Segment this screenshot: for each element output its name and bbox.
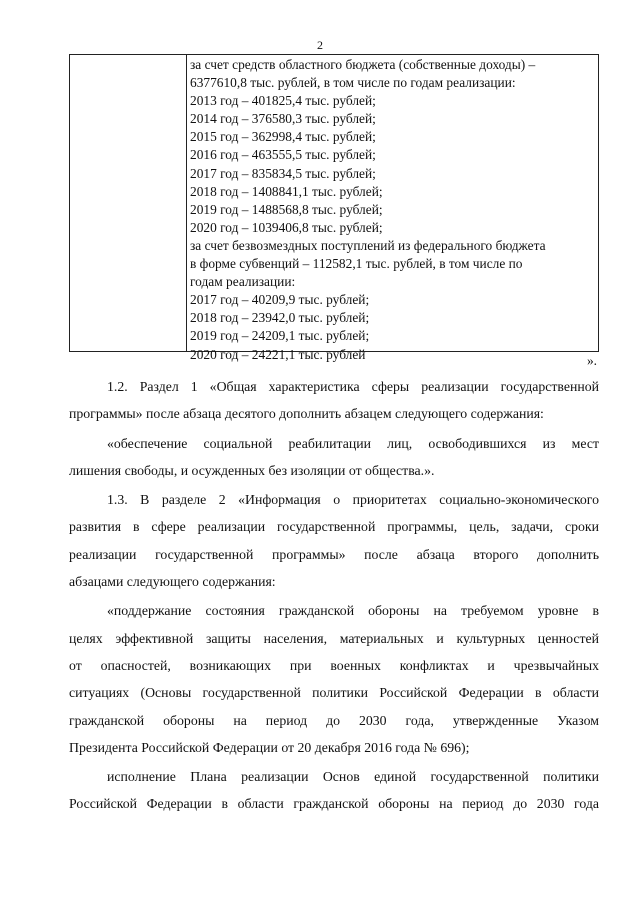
paragraph-plan-implementation	[69, 763, 599, 818]
funding-line: за счет безвозмездных поступлений из федерального бюджета	[190, 237, 546, 253]
funding-line: 2019 год – 1488568,8 тыс. рублей;	[190, 201, 383, 217]
text-line: абзацами следующего содержания:	[69, 574, 276, 590]
funding-table	[69, 54, 599, 362]
text-line: развития в сфере реализации государственной программы, цель, задачи, сроки	[69, 519, 599, 535]
funding-line: 2016 год – 463555,5 тыс. рублей;	[190, 147, 376, 163]
closing-quote: ».	[586, 353, 597, 368]
text-line: «поддержание состояния гражданской обороны на требуемом уровне в	[107, 603, 599, 619]
funding-line: 2017 год – 40209,9 тыс. рублей;	[190, 292, 370, 308]
funding-cell-text	[190, 56, 596, 364]
text-line: реализации государственной программы» после абзаца второго дополнить	[69, 546, 599, 562]
text-line: исполнение Плана реализации Основ единой государственной политики	[107, 769, 599, 785]
paragraph-quote-civil-defense	[69, 597, 599, 761]
paragraph-1-2	[69, 373, 599, 428]
text-line: «обеспечение социальной реабилитации лиц, освободившихся из мест	[107, 435, 599, 451]
text-line: ситуациях (Основы государственной политики Российской Федерации в области	[69, 685, 599, 701]
funding-line: за счет средств областного бюджета (собственные доходы) –	[190, 57, 536, 72]
paragraph-quote-rehabilitation	[69, 430, 599, 485]
document-body	[69, 373, 599, 820]
funding-line: 2017 год – 835834,5 тыс. рублей;	[190, 165, 376, 181]
text-line: лишения свободы, и осужденных без изоляции от общества.».	[69, 462, 435, 478]
text-line: Российской Федерации в области гражданской обороны на период до 2030 года	[69, 796, 599, 812]
text-line: 1.2. Раздел 1 «Общая характеристика сферы реализации государственной	[107, 379, 599, 394]
funding-line: 2015 год – 362998,4 тыс. рублей;	[190, 129, 376, 145]
funding-line: в форме субвенций – 112582,1 тыс. рублей, в том числе по	[190, 256, 523, 272]
funding-line: 6377610,8 тыс. рублей, в том числе по годам реализации:	[190, 75, 516, 91]
text-line: программы» после абзаца десятого дополнить абзацем следующего содержания:	[69, 406, 544, 422]
funding-line: 2019 год – 24209,1 тыс. рублей;	[190, 328, 370, 344]
text-line: Президента Российской Федерации от 20 декабря 2016 года № 696);	[69, 739, 470, 755]
page-number: 2	[317, 38, 323, 52]
funding-line: 2020 год – 1039406,8 тыс. рублей;	[190, 219, 383, 235]
funding-line: 2014 год – 376580,3 тыс. рублей;	[190, 111, 376, 127]
text-line: 1.3. В разделе 2 «Информация о приоритетах социально-экономического	[107, 492, 599, 508]
text-line: целях эффективной защиты населения, материальных и культурных ценностей	[69, 630, 599, 646]
funding-line: 2018 год – 1408841,1 тыс. рублей;	[190, 183, 383, 199]
funding-line: 2013 год – 401825,4 тыс. рублей;	[190, 93, 376, 109]
funding-line: 2018 год – 23942,0 тыс. рублей;	[190, 310, 370, 326]
text-line: гражданской обороны на период до 2030 года, утвержденные Указом	[69, 712, 599, 728]
text-line: от опасностей, возникающих при военных конфликтах и чрезвычайных	[69, 657, 599, 673]
funding-line: 2020 год – 24221,1 тыс. рублей	[190, 346, 366, 362]
funding-line: годам реализации:	[190, 274, 296, 290]
paragraph-1-3	[69, 486, 599, 595]
table-column-divider	[186, 55, 187, 351]
